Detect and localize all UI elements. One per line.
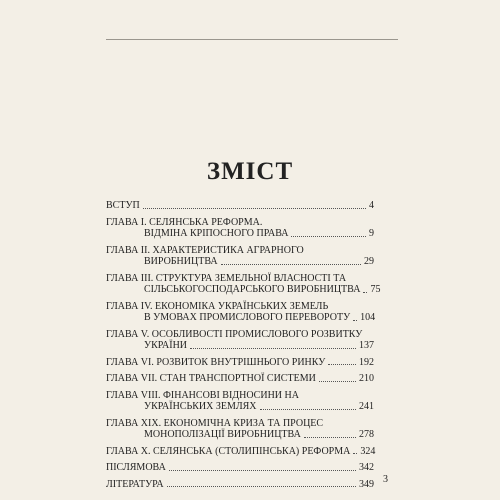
toc-line (106, 479, 374, 491)
dot-leader (304, 437, 356, 438)
toc-entry-page: 241 (359, 401, 374, 412)
toc-entry (106, 462, 374, 474)
dot-leader (328, 364, 356, 365)
dot-leader (353, 320, 357, 321)
toc-line (106, 357, 374, 369)
table-of-contents (106, 200, 381, 495)
toc-entry-title: ГЛАВА ІІ. ХАРАКТЕРИСТИКА АГРАРНОГО (106, 244, 304, 256)
page-title: ЗМІСТ (206, 158, 294, 185)
dot-leader (169, 470, 356, 471)
toc-entry (106, 245, 374, 268)
toc-entry (106, 418, 374, 441)
dot-leader (319, 381, 356, 382)
toc-entry (106, 446, 374, 458)
dot-leader (190, 348, 356, 349)
toc-entry-title: УКРАЇНСЬКИХ ЗЕМЛЯХ (144, 401, 257, 412)
toc-entry-title: ГЛАВА ІІІ. СТРУКТУРА ЗЕМЕЛЬНОЇ ВЛАСНОСТІ ТА (106, 272, 347, 284)
toc-line (106, 418, 374, 430)
toc-line (106, 446, 374, 458)
dot-leader (291, 236, 366, 237)
toc-entry-title: ВСТУП (106, 200, 140, 211)
toc-entry-title: В УМОВАХ ПРОМИСЛОВОГО ПЕРЕВОРОТУ (144, 312, 351, 323)
toc-line (106, 256, 374, 268)
toc-entry (106, 357, 374, 369)
toc-entry (106, 301, 374, 324)
toc-entry-page: 349 (359, 478, 374, 490)
toc-entry-page: 29 (364, 256, 374, 267)
dot-leader (260, 409, 356, 410)
toc-entry (106, 200, 374, 212)
toc-entry-title: ГЛАВА І. СЕЛЯНСЬКА РЕФОРМА. (106, 216, 263, 228)
toc-entry-title: ГЛАВА ХІХ. ЕКОНОМІЧНА КРИЗА ТА ПРОЦЕС (106, 417, 324, 429)
toc-entry-page: 9 (369, 228, 374, 239)
toc-entry-title: ГЛАВА VII. СТАН ТРАНСПОРТНОЇ СИСТЕМИ (106, 373, 316, 384)
dot-leader (363, 292, 367, 293)
toc-entry-title: ВИРОБНИЦТВА (144, 256, 218, 267)
dot-leader (353, 453, 357, 454)
page-number: 3 (383, 474, 388, 485)
toc-entry-title: ГЛАВА V. ОСОБЛИВОСТІ ПРОМИСЛОВОГО РОЗВИТКУ (106, 328, 363, 340)
toc-entry-title: ПІСЛЯМОВА (106, 462, 166, 473)
toc-entry-page: 192 (359, 356, 374, 368)
toc-entry-title: ГЛАВА VI. РОЗВИТОК ВНУТРІШНЬОГО РИНКУ (106, 356, 326, 368)
toc-entry-title: ЛІТЕРАТУРА (106, 478, 164, 490)
toc-entry-page: 342 (359, 462, 374, 473)
toc-entry-title: ГЛАВА Х. СЕЛЯНСЬКА (СТОЛИПІНСЬКА) РЕФОРМА (106, 445, 351, 457)
toc-entry-title: МОНОПОЛІЗАЦІЇ ВИРОБНИЦТВА (144, 429, 301, 440)
toc-entry-title: ВІДМІНА КРІПОСНОГО ПРАВА (144, 228, 289, 239)
toc-entry-title: ГЛАВА IV. ЕКОНОМІКА УКРАЇНСЬКИХ ЗЕМЕЛЬ (106, 300, 329, 312)
toc-entry-page: 324 (360, 445, 376, 457)
toc-entry (106, 329, 374, 352)
toc-line (106, 312, 374, 324)
toc-entry-title: ГЛАВА VIII. ФІНАНСОВІ ВІДНОСИНИ НА (106, 389, 299, 401)
toc-entry-page: 278 (359, 429, 374, 440)
toc-line (106, 301, 374, 313)
toc-line (106, 390, 374, 402)
toc-entry (106, 217, 374, 240)
toc-line (106, 329, 374, 341)
toc-line (106, 340, 374, 352)
toc-entry (106, 373, 374, 385)
toc-entry (106, 390, 374, 413)
toc-line (106, 462, 374, 474)
toc-entry-page: 104 (360, 312, 376, 323)
toc-line (106, 217, 374, 229)
toc-line (106, 373, 374, 385)
toc-line (106, 429, 374, 441)
toc-line (106, 228, 374, 240)
toc-entry-title: УКРАЇНИ (144, 340, 188, 351)
toc-line (106, 284, 381, 296)
toc-entry-page: 75 (370, 284, 381, 295)
toc-entry-page: 4 (369, 200, 374, 211)
toc-entry-page: 210 (359, 373, 374, 384)
dot-leader (167, 486, 356, 487)
top-rule (106, 39, 398, 40)
toc-line (106, 200, 374, 212)
dot-leader (143, 208, 366, 209)
toc-entry-title: СІЛЬСЬКОГОСПОДАРСЬКОГО ВИРОБНИЦТВА (144, 284, 361, 295)
toc-entry-page: 137 (359, 340, 374, 351)
toc-line (106, 245, 374, 257)
toc-entry (106, 272, 381, 296)
toc-line (106, 401, 374, 413)
dot-leader (221, 264, 361, 265)
toc-entry (106, 479, 374, 491)
toc-line (106, 273, 374, 285)
